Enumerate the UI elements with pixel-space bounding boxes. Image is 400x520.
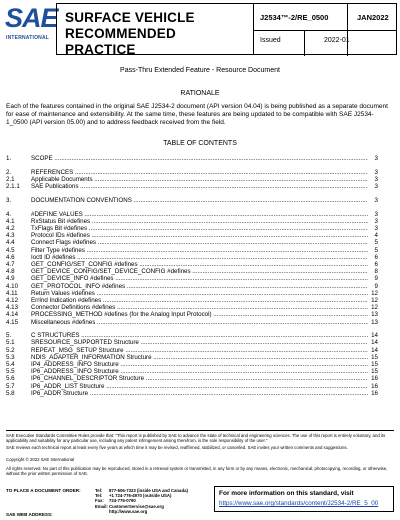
toc-entry-number: 4.5 <box>6 246 15 254</box>
toc-entry-title: SAE Publications ..... <box>31 183 368 191</box>
footer-divider <box>6 430 394 431</box>
toc-entry-title: Miscellaneous #defines ..... <box>31 319 368 327</box>
rationale-heading: RATIONALE <box>180 90 220 97</box>
toc-entry-page: 13 <box>371 318 378 326</box>
toc-entry-title: C STRUCTURES ..... <box>31 332 368 340</box>
rights-note: All rights reserved. No part of this publication may be reproduced, stored in a retrieval system or transmitted, in any form or by any means, electronic, mechanical, photocopying, recording, or otherwise, without the prior written permission of SAE. <box>6 466 388 477</box>
toc-entry-title: #DEFINE VALUES ..... <box>31 211 368 219</box>
toc-entry-page: 13 <box>371 311 378 319</box>
toc-entry-title: IP6_CHANNEL_DESCRIPTOR Structure ..... <box>31 375 368 383</box>
toc-entry-number: 5.3 <box>6 353 15 361</box>
toc-entry-number: 4.7 <box>6 260 15 268</box>
toc-entry-page: 5 <box>374 246 378 254</box>
tel1-value: 877-606-7323 (inside USA and Canada) <box>109 488 188 493</box>
toc-entry-number: 4.9 <box>6 275 15 283</box>
title-box <box>56 3 254 55</box>
email-label: Email: <box>95 503 108 509</box>
toc-entry-page: 3 <box>374 168 378 176</box>
toc-entry-number: 4.14 <box>6 311 19 319</box>
toc-entry-page: 3 <box>374 196 378 204</box>
fax-label: Fax: <box>95 498 104 504</box>
toc-entry-title: IP6_ADDR Structure ..... <box>31 390 368 398</box>
tel2-value: +1 724-776-4970 (outside USA) <box>109 493 172 499</box>
toc-entry-page: 16 <box>371 389 378 397</box>
toc-entry-number: 4.6 <box>6 253 15 261</box>
toc-entry-page: 3 <box>374 183 378 191</box>
toc-entry-title: DOCUMENTATION CONVENTIONS ..... <box>31 197 368 205</box>
toc-entry-page: 16 <box>371 382 378 390</box>
toc-entry-number: 4.13 <box>6 304 19 312</box>
toc-entry-number: 5.5 <box>6 368 15 376</box>
issued-label: Issued <box>260 37 281 44</box>
toc-entry-title: Applicable Documents ..... <box>31 176 368 184</box>
toc-entry-number: 4. <box>6 210 12 218</box>
issued-value: 2022-01 <box>324 37 350 44</box>
order-label: TO PLACE A DOCUMENT ORDER: <box>6 488 81 493</box>
toc-entry-page: 9 <box>374 275 378 283</box>
document-date: JAN2022 <box>357 13 389 22</box>
document-subtitle: Pass-Thru Extended Feature - Resource Document <box>120 67 280 74</box>
toc-entry-title: GET_PROTOCOL_INFO #defines ..... <box>31 283 368 291</box>
document-number: J2534™-2/RE_0500 <box>260 13 329 22</box>
toc-entry[interactable] <box>6 197 378 205</box>
toc-entry-page: 3 <box>374 217 378 225</box>
toc-entry-title: ErrInd Indication #defines ..... <box>31 297 368 305</box>
sae-logo <box>5 5 61 55</box>
toc-entry-page: 14 <box>371 339 378 347</box>
email-value[interactable]: CustomerService@sae.org <box>109 503 164 509</box>
toc-entry-title: IP4_ADDRESS_INFO Structure ..... <box>31 361 368 369</box>
toc-entry-page: 15 <box>371 368 378 376</box>
toc-entry-number: 3. <box>6 196 12 204</box>
tel2-label: Tel: <box>95 493 103 499</box>
toc-entry[interactable] <box>6 319 378 327</box>
toc-entry-number: 4.11 <box>6 289 18 297</box>
more-info-heading: For more information on this standard, visit <box>219 490 354 497</box>
toc-entry-number: 4.2 <box>6 224 15 232</box>
toc-entry-title: REPEAT_MSG_SETUP Structure ..... <box>31 347 368 355</box>
toc-entry-title: IP6_ADDR_LIST Structure ..... <box>31 383 368 391</box>
document-header <box>3 3 397 59</box>
toc-entry-title: Filter Type #defines ..... <box>31 247 368 255</box>
toc-entry-title: NDIS_ADAPTER_INFORMATION Structure ..... <box>31 354 368 362</box>
copyright: Copyright © 2022 SAE International <box>6 457 75 462</box>
toc-entry-title: Return Values #defines ..... <box>31 290 368 298</box>
toc-entry-number: 5.6 <box>6 375 15 383</box>
toc-entry-title: TxFlags Bit #defines ..... <box>31 225 368 233</box>
tel1-label: Tel: <box>95 488 103 493</box>
toc-entry-title: Protocol IDs #defines ..... <box>31 232 368 240</box>
toc-entry-number: 4.1 <box>6 217 15 225</box>
rationale-text: Each of the features contained in the original SAE J2534-2 document (API version 04.04) is being published as a separate document for ease of maintenance and extensibility. At the same time, these features are being updated to be compatible with SAE J2534-1_0500 (API version 05.00) and to address feedback received from the field. <box>6 103 388 127</box>
toc-entry-title: SRESOURCE_SUPPORTED Structure ..... <box>31 339 368 347</box>
meta-divider <box>254 30 397 31</box>
toc-entry-title: RxStatus Bit #defines ..... <box>31 218 368 226</box>
toc-entry[interactable] <box>6 390 378 398</box>
toc-entry-title: Ioctl ID #defines ..... <box>31 254 368 262</box>
fax-value: 724-776-0790 <box>109 498 136 504</box>
toc-entry-number: 2. <box>6 168 12 176</box>
toc-entry-number: 4.15 <box>6 318 19 326</box>
committee-rules-note: SAE Executive Standards Committee Rules provide that: "This report is published by SAE to advance the state of technical and engineering sciences. The use of this report is entirely voluntary, and its applicability and suitability for any particular use, including any patent infringement arising therefrom, is the sole responsibility of the user." <box>6 433 386 444</box>
toc-entry-title: REFERENCES ..... <box>31 169 368 177</box>
logo-text: SAE <box>5 3 58 33</box>
toc-entry-number: 4.8 <box>6 268 15 276</box>
toc-entry-number: 5. <box>6 332 12 340</box>
toc-entry[interactable] <box>6 183 378 191</box>
web-address-label: SAE WEB ADDRESS: <box>6 512 53 517</box>
toc-entry-title: GET_DEVICE_INFO #defines ..... <box>31 275 368 283</box>
title-line-1: SURFACE VEHICLE <box>65 10 195 25</box>
toc-entry-number: 5.4 <box>6 361 15 368</box>
toc-entry-title: IP6_ADDRESS_INFO Structure ..... <box>31 368 368 376</box>
toc-entry-page: 12 <box>371 296 378 304</box>
toc-entry-title: SCOPE ..... <box>31 155 368 163</box>
toc-entry-title: Connect Flags #defines ..... <box>31 239 368 247</box>
review-note: SAE reviews each technical report at least every five years at which time it may be revised, reaffirmed, stabilized, or cancelled. SAE invites your written comments and suggestions. <box>6 445 348 450</box>
toc-entry-page: 3 <box>374 210 378 218</box>
toc-entry-number: 5.2 <box>6 346 15 354</box>
toc-heading: TABLE OF CONTENTS <box>163 140 237 147</box>
toc-entry-number: 5.7 <box>6 382 15 390</box>
logo-subtext: INTERNATIONAL <box>6 35 50 41</box>
toc-entry-title: GET_DEVICE_CONFIG/SET_DEVICE_CONFIG #defines ..... <box>31 268 368 276</box>
toc-entry-page: 4 <box>374 232 378 240</box>
toc-entry-page: 6 <box>374 260 378 268</box>
contact-info <box>95 488 188 514</box>
toc-entry-page: 3 <box>374 155 378 162</box>
title-line-2: RECOMMENDED PRACTICE <box>65 26 176 57</box>
more-info-box <box>214 486 394 512</box>
standard-link[interactable]: https://www.sae.org/standards/content/J2534-2/RE_5_00 <box>219 500 379 507</box>
toc-entry-number: 1. <box>6 155 12 162</box>
web-value[interactable]: http://www.sae.org <box>109 508 148 514</box>
toc-entry-number: 5.8 <box>6 389 15 397</box>
toc-entry-title: PROCESSING_METHOD #defines (for the Analog Input Protocol) ..... <box>31 311 368 319</box>
toc-entry-page: 15 <box>371 361 378 368</box>
toc-entry-number: 2.1 <box>6 175 15 183</box>
toc-entry-number: 4.3 <box>6 232 15 240</box>
document-meta <box>254 3 397 55</box>
meta-divider <box>304 30 305 56</box>
toc-entry-page: 14 <box>371 346 378 354</box>
toc-entry-page: 3 <box>374 175 378 183</box>
toc-entry-number: 4.10 <box>6 282 19 290</box>
toc-entry-number: 5.1 <box>6 339 15 347</box>
toc-entry-page: 12 <box>371 304 378 312</box>
toc-entry-title: GET_CONFIG/SET_CONFIG #defines ..... <box>31 261 368 269</box>
toc-entry-page: 16 <box>371 375 378 383</box>
toc-entry-page: 6 <box>374 253 378 261</box>
toc-entry-page: 12 <box>371 289 378 297</box>
toc-entry-number: 2.1.1 <box>6 183 20 191</box>
toc-entry-page: 3 <box>374 224 378 232</box>
toc-entry-number: 4.4 <box>6 239 15 247</box>
toc-entry-page: 8 <box>374 268 378 276</box>
toc-entry-page: 14 <box>371 332 378 340</box>
toc-entry[interactable] <box>6 155 378 163</box>
toc-entry-title: Connector Definitions #defines ..... <box>31 304 368 312</box>
toc-entry-page: 9 <box>374 282 378 290</box>
toc-entry-page: 15 <box>371 353 378 361</box>
toc-entry-page: 5 <box>374 239 378 247</box>
toc-entry-number: 4.12 <box>6 296 19 304</box>
